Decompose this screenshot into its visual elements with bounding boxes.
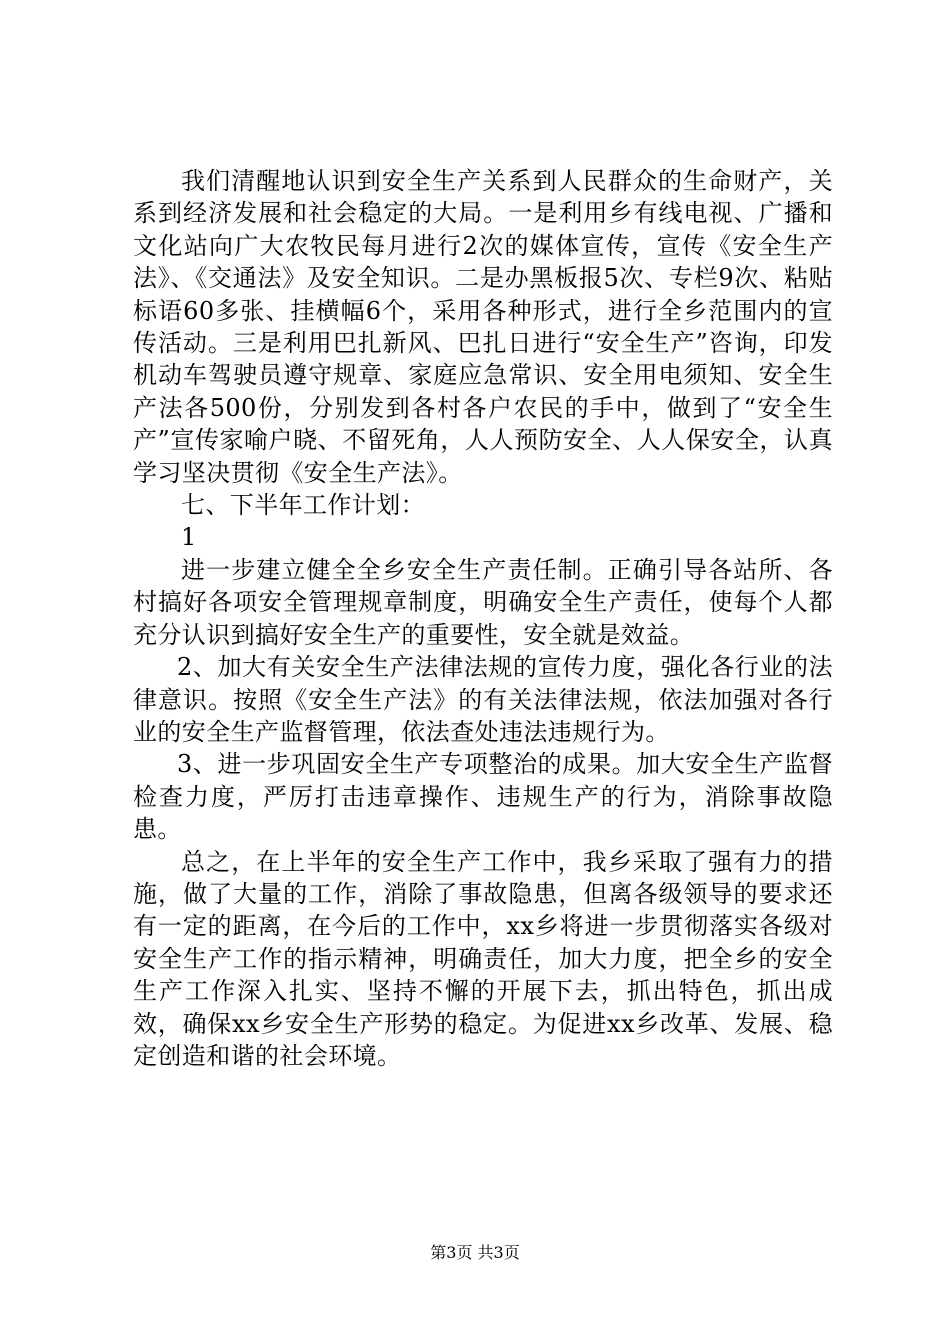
section-heading-plan: 七、下半年工作计划： [181,491,425,520]
document-body [133,165,833,1072]
list-item-2: 2、加大有关安全生产法律法规的宣传力度，强化各行业的法律意识。按照《安全生产法》的有关法律法规，依法加强对各行业的安全生产监督管理，依法查处违法违规行为。 [133,653,833,746]
page-footer: 第3页 共3页 [430,1243,520,1262]
paragraph-conclusion: 总之，在上半年的安全生产工作中，我乡采取了强有力的措施，做了大量的工作，消除了事故隐患，但离各级领导的要求还有一定的距离，在今后的工作中，xx乡将进一步贯彻落实各级对安全生产工作的指示精神，明确责任，加大力度，把全乡的安全生产工作深入扎实、坚持不懈的开展下去，抓出特色，抓出成效，确保xx乡安全生产形势的稳定。为促进xx乡改革、发展、稳定创造和谐的社会环境。 [133,847,833,1070]
list-number-1: 1 [181,523,197,552]
list-item-1: 进一步建立健全全乡安全生产责任制。正确引导各站所、各村搞好各项安全管理规章制度，明确安全生产责任，使每个人都充分认识到搞好安全生产的重要性，安全就是效益。 [133,555,833,649]
list-item-3: 3、进一步巩固安全生产专项整治的成果。加大安全生产监督检查力度，严厉打击违章操作、违规生产的行为，消除事故隐患。 [133,750,833,844]
paragraph-publicity: 我们清醒地认识到安全生产关系到人民群众的生命财产，关系到经济发展和社会稳定的大局。一是利用乡有线电视、广播和文化站向广大农牧民每月进行2次的媒体宣传，宣传《安全生产法》、《交通法》及安全知识。二是办黑板报5次、专栏9次、粘贴标语60多张、挂横幅6个，采用各种形式，进行全乡范围内的宣传活动。三是利用巴扎新风、巴扎日进行“安全生产”咨询，印发机动车驾驶员遵守规章、家庭应急常识、安全用电须知、安全生产法各500份，分别发到各村各户农民的手中，做到了“安全生产”宣传家喻户晓、不留死角，人人预防安全、人人保安全，认真学习坚决贯彻《安全生产法》。 [133,167,833,487]
